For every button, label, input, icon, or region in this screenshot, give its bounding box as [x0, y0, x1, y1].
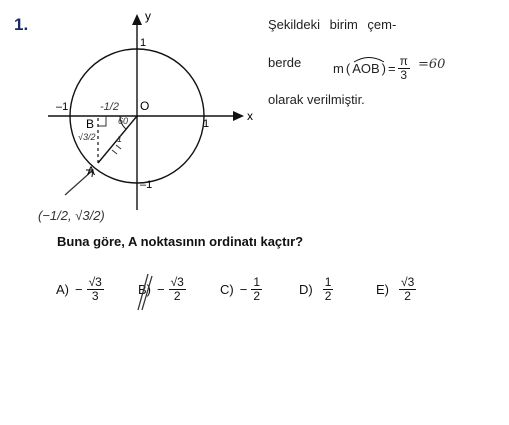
pi-over-three: $\frac{\pi}{3}$	[399, 54, 408, 82]
m-label: m	[333, 61, 344, 76]
arc-over-icon	[352, 55, 386, 63]
label-minus-one-x: –1	[56, 101, 69, 113]
label-x: x	[247, 109, 253, 123]
hand-one: 1	[117, 134, 123, 144]
option-d[interactable]: D) $\frac{1}{2}$	[299, 275, 332, 303]
hand-half: -1/2	[100, 101, 119, 113]
question-lead: Buna göre,	[57, 234, 125, 249]
label-minus-one-y: –1	[140, 179, 153, 191]
hand-tick	[112, 150, 117, 154]
label-B: B	[86, 117, 95, 131]
unit-circle-figure	[0, 0, 260, 235]
equals-sign: =	[388, 61, 396, 76]
label-y: y	[145, 9, 151, 23]
strike-mark	[134, 272, 154, 312]
hand-root3-half: √3/2	[78, 132, 96, 142]
statement-line3: olarak verilmiştir.	[268, 92, 365, 107]
hand-sixty: =60	[418, 57, 446, 72]
label-A: A	[87, 164, 96, 178]
x-axis-arrow-icon	[233, 111, 244, 121]
arc-label: AOB	[352, 61, 379, 76]
statement-line2-prefix: berde	[268, 55, 302, 70]
right-angle-mark	[98, 116, 106, 126]
option-c[interactable]: C) − $\frac{1}{2}$	[220, 275, 260, 303]
option-b[interactable]: B) − $\frac{√3}{2}$	[138, 275, 184, 303]
option-a[interactable]: A) − $\frac{√3}{3}$	[56, 275, 102, 303]
hand-coordinate: (−1/2, √3/2)	[38, 208, 105, 223]
option-e[interactable]: E) $\frac{√3}{2}$	[376, 275, 415, 303]
hand-tick	[116, 145, 121, 149]
question-number: 1.	[14, 15, 29, 34]
statement-line1: Şekildeki birim çem-	[268, 17, 397, 32]
y-axis-arrow-icon	[132, 14, 142, 25]
question-rest: A noktasının ordinatı kaçtır?	[128, 234, 304, 249]
hand-angle: 60	[118, 116, 129, 126]
measure-expression: m ( AOB ) = $\frac{\pi}{3}$	[333, 54, 408, 82]
question-text	[57, 234, 303, 249]
label-one-x: 1	[203, 118, 210, 130]
label-O: O	[140, 99, 150, 113]
label-one-y: 1	[140, 37, 147, 49]
